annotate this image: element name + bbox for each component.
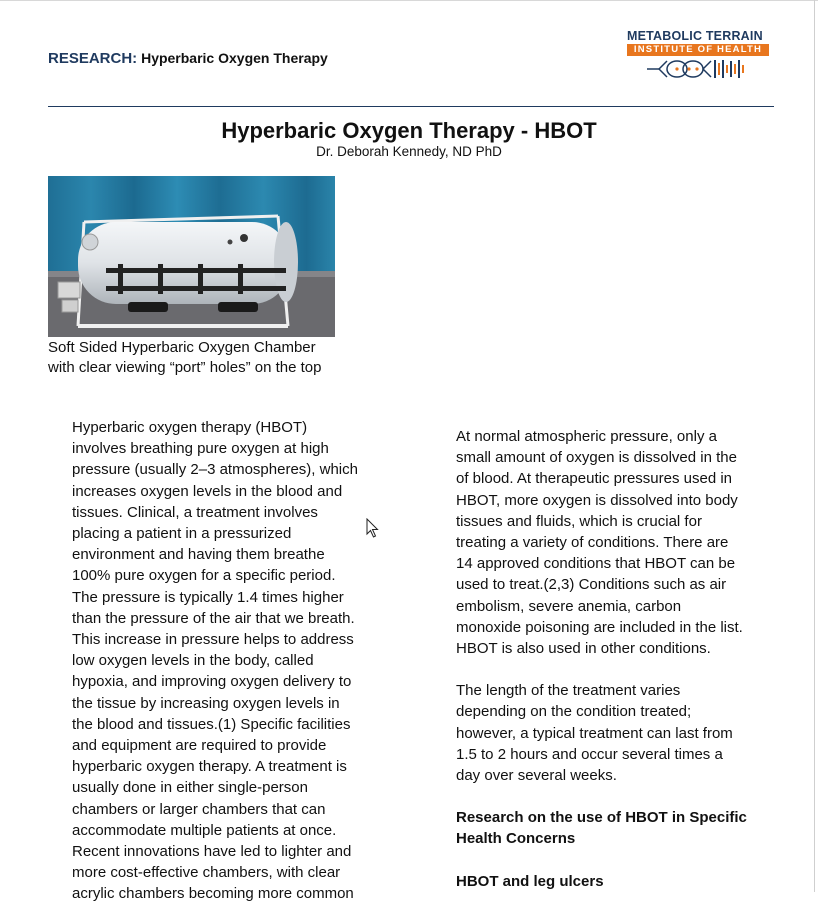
header-rule [48, 106, 774, 107]
section-heading: Research on the use of HBOT in Specific [456, 809, 747, 827]
section-heading: Health Concerns [456, 830, 576, 848]
institute-logo [627, 29, 772, 83]
text-line: depending on the condition treated; [456, 703, 692, 721]
text-line: The pressure is typically 1.4 times higher [72, 588, 344, 606]
caption-line: with clear viewing “port” holes” on the top [48, 359, 322, 376]
logo-line-2: INSTITUTE OF HEALTH [627, 44, 769, 56]
text-line: 14 approved conditions that HBOT can be [456, 555, 736, 573]
text-line: however, a typical treatment can last from [456, 724, 733, 742]
text-line: HBOT is also used in other conditions. [456, 640, 711, 658]
text-line: placing a patient in a pressurized [72, 525, 292, 543]
text-line: used to treat.(2,3) Conditions such as air [456, 576, 727, 594]
right-column [456, 426, 747, 892]
text-line: usually done in either single-person [72, 779, 308, 797]
paragraph-gap [456, 850, 747, 871]
subsection-heading: HBOT and leg ulcers [456, 872, 604, 890]
text-line: 100% pure oxygen for a specific period. [72, 567, 336, 585]
text-line: the blood and tissues.(1) Specific facilities [72, 715, 351, 733]
text-line: accommodate multiple patients at once. [72, 821, 337, 839]
logo-line-1: METABOLIC TERRAIN [627, 29, 763, 43]
text-line: more cost-effective chambers, with clear [72, 864, 341, 882]
research-label: RESEARCH: [48, 50, 138, 67]
text-line: acrylic chambers becoming more common [72, 885, 354, 903]
text-line: hyperbaric oxygen therapy. A treatment is [72, 758, 347, 776]
text-line: treating a variety of conditions. There are [456, 534, 729, 552]
text-line: environment and having them breathe [72, 546, 325, 564]
text-line: The length of the treatment varies [456, 682, 681, 700]
text-line: day over several weeks. [456, 767, 617, 785]
page-top-edge [0, 0, 818, 1]
document-title: Hyperbaric Oxygen Therapy - HBOT [221, 118, 597, 143]
text-line: than the pressure of the air that we breath. [72, 609, 355, 627]
research-topic: Hyperbaric Oxygen Therapy [137, 50, 328, 66]
dna-helix-icon [645, 57, 753, 81]
text-line: pressure (usually 2–3 atmospheres), which [72, 461, 358, 479]
text-line: tissues. Clinical, a treatment involves [72, 503, 318, 521]
text-line: HBOT, more oxygen is dissolved into body [456, 491, 738, 509]
hyperbaric-chamber-photo [48, 176, 335, 337]
text-line: At normal atmospheric pressure, only a [456, 428, 717, 445]
text-line: and equipment are required to provide [72, 737, 327, 755]
document-author: Dr. Deborah Kennedy, ND PhD [316, 144, 502, 159]
text-line: This increase in pressure helps to address [72, 631, 354, 649]
paragraph-gap [456, 786, 747, 807]
text-line: small amount of oxygen is dissolved in the [456, 449, 737, 467]
text-line: embolism, severe anemia, carbon [456, 597, 682, 615]
text-line: chambers or larger chambers that can [72, 800, 326, 818]
text-line: hypoxia, and improving oxygen delivery to [72, 673, 352, 691]
text-line: the tissue by increasing oxygen levels in [72, 694, 340, 712]
text-line: of blood. At therapeutic pressures used in [456, 470, 733, 488]
photo-caption [48, 338, 321, 378]
text-line: involves breathing pure oxygen at high [72, 440, 329, 458]
text-line: increases oxygen levels in the blood and [72, 482, 343, 500]
text-line: Recent innovations have led to lighter and [72, 843, 352, 861]
paragraph-gap [456, 659, 747, 680]
caption-line: Soft Sided Hyperbaric Oxygen Chamber [48, 339, 316, 356]
left-column [72, 417, 358, 905]
text-line: Hyperbaric oxygen therapy (HBOT) [72, 419, 308, 436]
text-line: tissues and fluids, which is crucial for [456, 512, 702, 530]
text-line: 1.5 to 2 hours and occur several times a [456, 745, 723, 763]
research-header [48, 50, 328, 67]
text-line: monoxide poisoning are included in the list. [456, 618, 743, 636]
mouse-pointer-icon [366, 518, 380, 540]
text-line: low oxygen levels in the body, called [72, 652, 314, 670]
